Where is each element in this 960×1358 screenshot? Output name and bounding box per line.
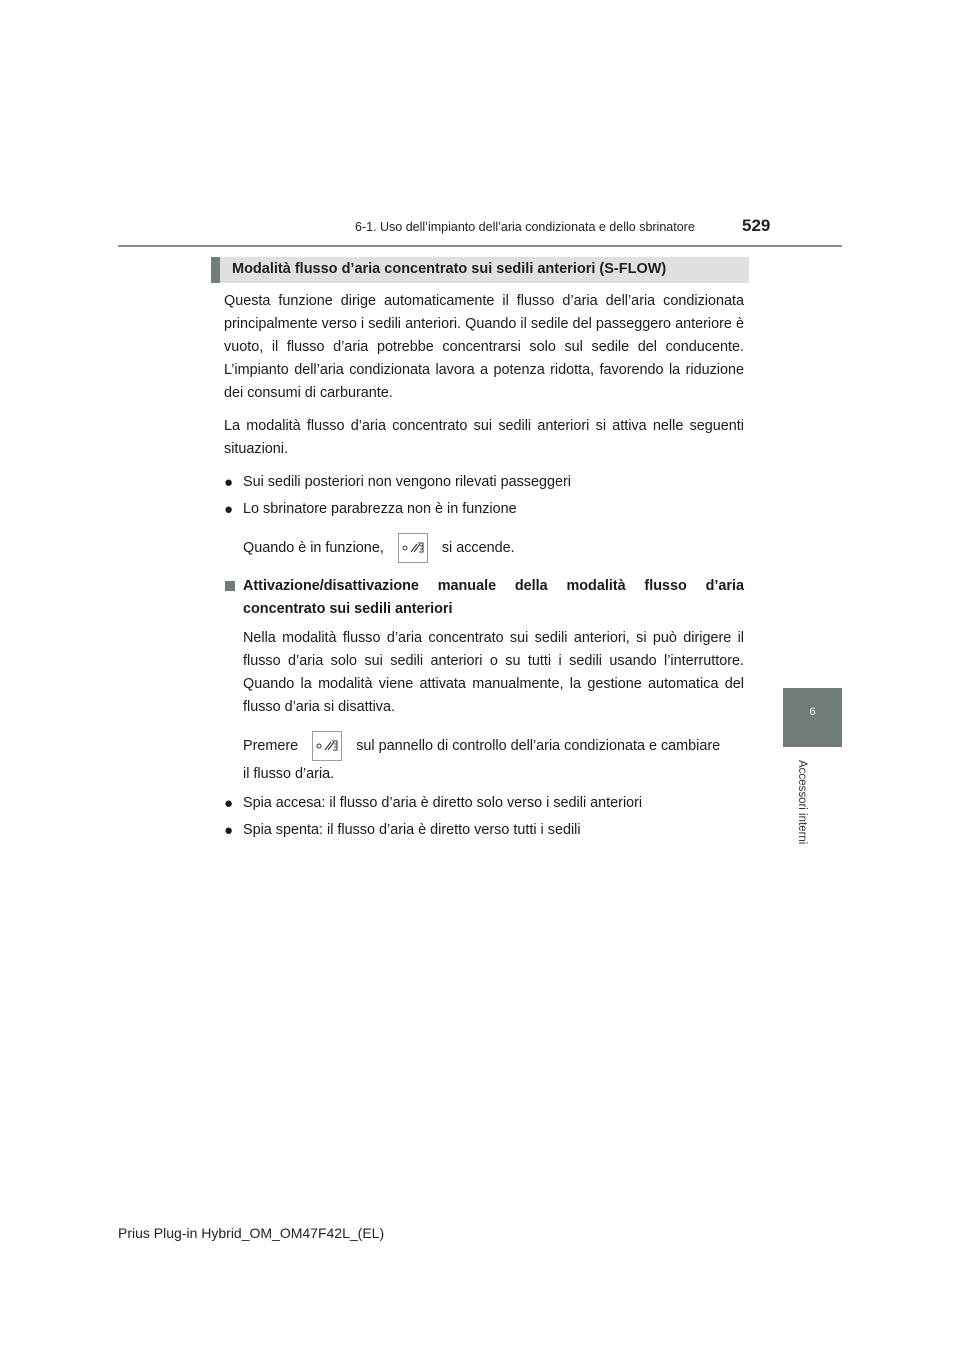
s-flow-icon	[398, 533, 428, 563]
subheading	[224, 575, 744, 621]
press-line	[243, 731, 744, 761]
press-text-after: sul pannello di controllo dell’aria condizionata e cambiare	[356, 737, 721, 754]
chapter-tab	[783, 688, 842, 747]
list-item-text: Spia accesa: il flusso d’aria è diretto solo verso i sedili anteriori	[243, 795, 643, 811]
section-heading-bar	[211, 257, 749, 283]
chapter-label: Accessori interni	[796, 760, 808, 845]
indicator-text-after: si accende.	[441, 539, 515, 556]
bullet-icon: ●	[224, 501, 234, 518]
list-item-text: Spia spenta: il flusso d’aria è diretto verso tutti i sedili	[243, 822, 581, 838]
square-bullet-icon	[225, 581, 235, 591]
intro-paragraph: Questa funzione dirige automaticamente il flusso d’aria dell’aria condizionata principalmente verso i sedili anteriori. Quando il sedile del passeggero anteriore è vuoto, il flusso d’aria potrebbe concentrarsi solo sul sedile del conducente. L’impianto dell’aria condizionata lavora a potenza ridotta, favorendo la riduzione dei consumi di carburante.	[224, 293, 744, 401]
bullet-icon: ●	[224, 474, 234, 491]
running-header: 6-1. Uso dell’impianto dell’aria condizionata e dello sbrinatore	[355, 220, 695, 234]
press-text-before: Premere	[243, 737, 299, 754]
main-content	[224, 290, 744, 846]
footer-document-id: Prius Plug-in Hybrid_OM_OM47F42L_(EL)	[118, 1225, 385, 1241]
list-item	[224, 498, 744, 521]
chapter-number: 6	[809, 706, 816, 718]
page-number: 529	[742, 216, 771, 235]
section-title: Modalità flusso d’aria concentrato sui sedili anteriori (S-FLOW)	[232, 261, 667, 277]
header-divider	[118, 245, 842, 247]
s-flow-button-icon	[312, 731, 342, 761]
bullet-icon: ●	[224, 822, 234, 839]
indicator-text-before: Quando è in funzione,	[243, 539, 384, 556]
activation-paragraph: La modalità flusso d’aria concentrato sui sedili anteriori si attiva nelle seguenti situazioni.	[224, 418, 744, 457]
list-item-text: Lo sbrinatore parabrezza non è in funzione	[243, 501, 517, 517]
list-item-text: Sui sedili posteriori non vengono rilevati passeggeri	[243, 474, 571, 490]
list-item	[224, 819, 744, 842]
indicator-line	[243, 533, 744, 563]
manual-paragraph: Nella modalità flusso d’aria concentrato sui sedili anteriori, si può dirigere il flusso d’aria solo sui sedili anteriori o su tutti i sedili usando l’interruttore. Quando la modalità viene attivata manualmente, la gestione automatica del flusso d’aria si disattiva.	[243, 630, 744, 715]
bullet-icon: ●	[224, 795, 234, 812]
list-item	[224, 471, 744, 494]
subheading-text: Attivazione/disattivazione manuale della modalità flusso d’aria concentrato sui sedili anteriori	[243, 578, 744, 617]
list-item	[224, 792, 744, 815]
press-text-continuation: il flusso d’aria.	[243, 766, 335, 782]
